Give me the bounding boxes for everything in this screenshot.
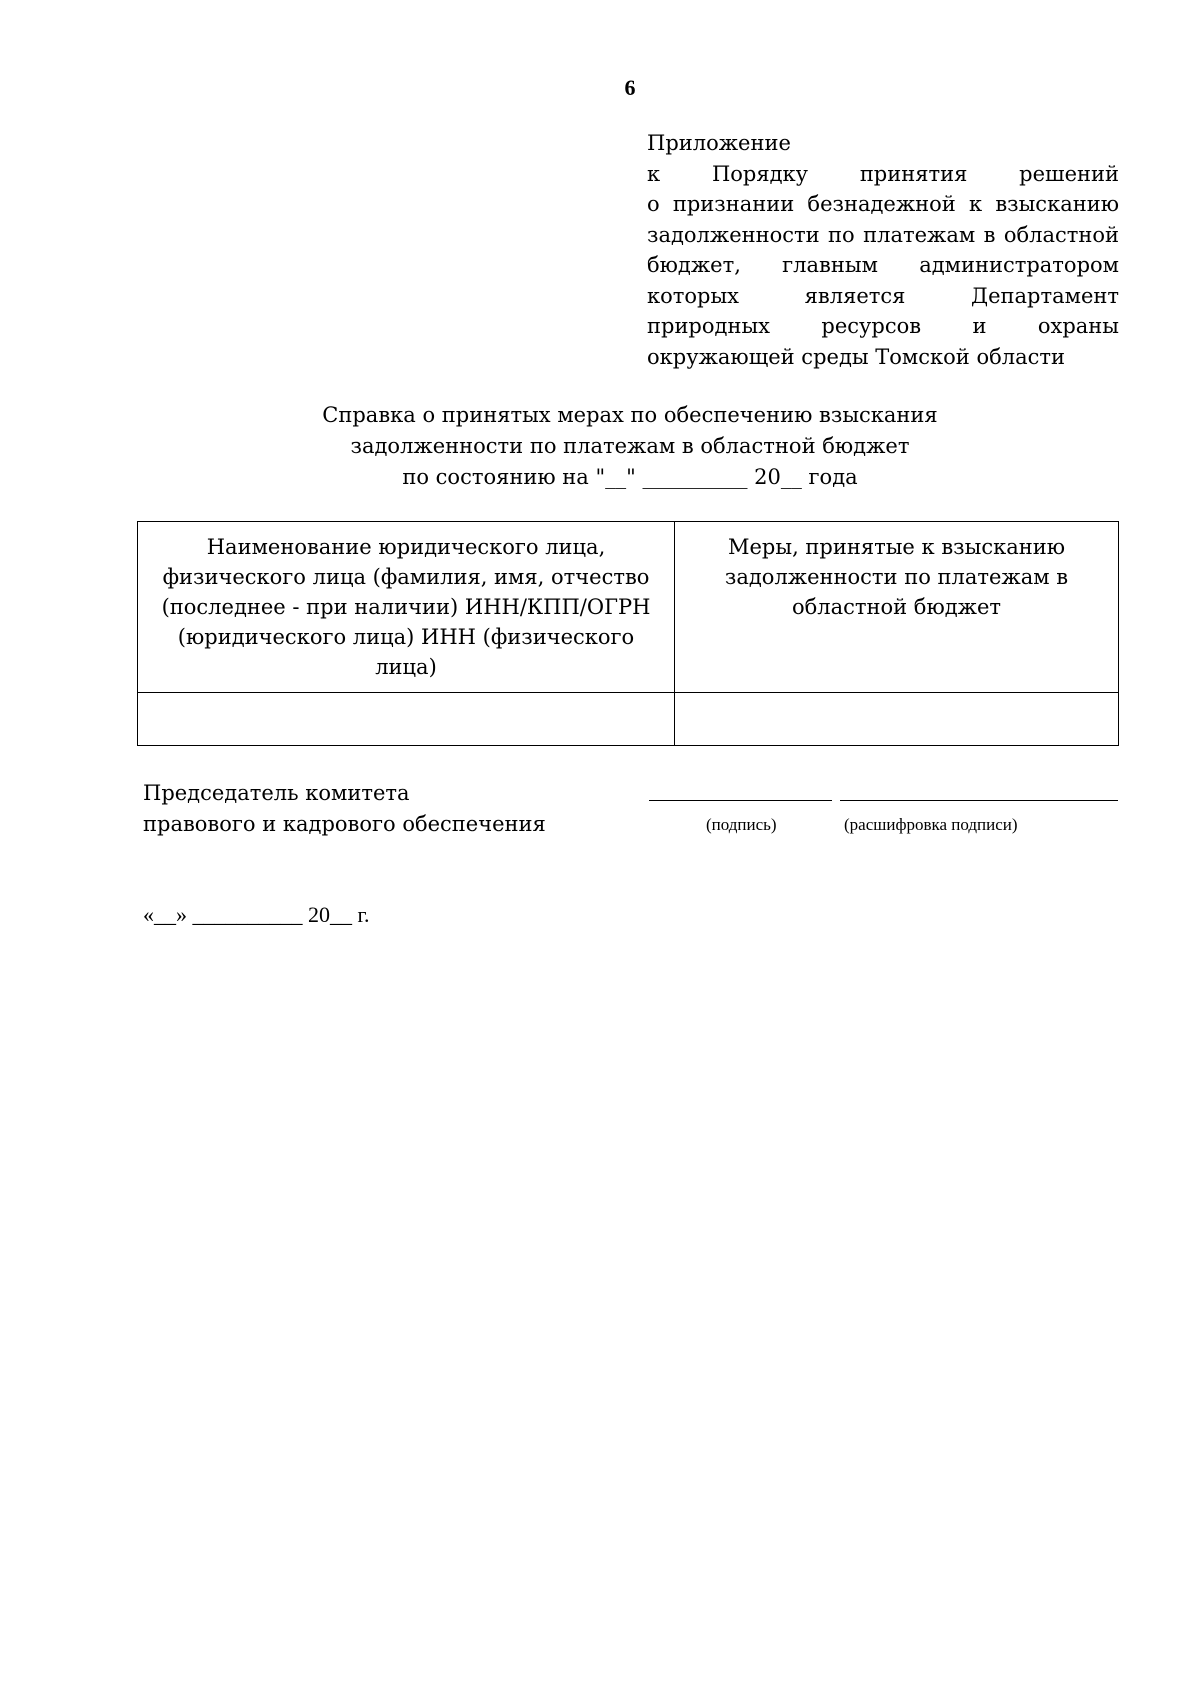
appendix-line: бюджет, главным администратором	[647, 253, 1119, 277]
title-line: Справка о принятых мерах по обеспечению взыскания	[322, 403, 938, 427]
title-line: по состоянию на "__" __________ 20__ года	[402, 465, 858, 489]
table-cell-debtor	[138, 693, 675, 746]
signature-line	[649, 800, 832, 801]
document-title	[140, 400, 1120, 493]
appendix-line: окружающей среды Томской области	[647, 344, 1065, 369]
appendix-block	[647, 128, 1119, 372]
appendix-line: задолженности по платежам в областной	[647, 222, 1119, 247]
page-number: 6	[624, 75, 636, 100]
signatory-position	[143, 778, 546, 840]
appendix-line: к Порядку принятия решений	[647, 161, 1119, 186]
appendix-line: которых является Департамент	[647, 283, 1119, 308]
header-cell-measures: Меры, принятые к взысканию задолженности по платежам в областной бюджет	[675, 522, 1119, 693]
appendix-line: о признании безнадежной к взысканию	[647, 192, 1119, 216]
signature-decoding-line	[840, 800, 1118, 801]
signature-caption: (подпись)	[706, 815, 777, 834]
signatory-position-line: Председатель комитета	[143, 781, 410, 805]
title-line: задолженности по платежам в областной бюджет	[350, 434, 910, 458]
header-cell-debtor: Наименование юридического лица, физического лица (фамилия, имя, отчество (последнее - при наличии) ИНН/КПП/ОГРН (юридического лица) ИНН (физического лица)	[138, 522, 675, 693]
measures-table	[137, 521, 1119, 746]
table-cell-measures	[675, 693, 1119, 746]
signatory-position-line: правового и кадрового обеспечения	[143, 812, 546, 836]
document-date-line: «__» __________ 20__ г.	[143, 902, 370, 927]
appendix-line: Приложение	[647, 131, 791, 155]
signature-decoding-caption: (расшифровка подписи)	[844, 815, 1018, 834]
table-header-row	[138, 522, 1119, 693]
table-row	[138, 693, 1119, 746]
appendix-line: природных ресурсов и охраны	[647, 314, 1119, 338]
